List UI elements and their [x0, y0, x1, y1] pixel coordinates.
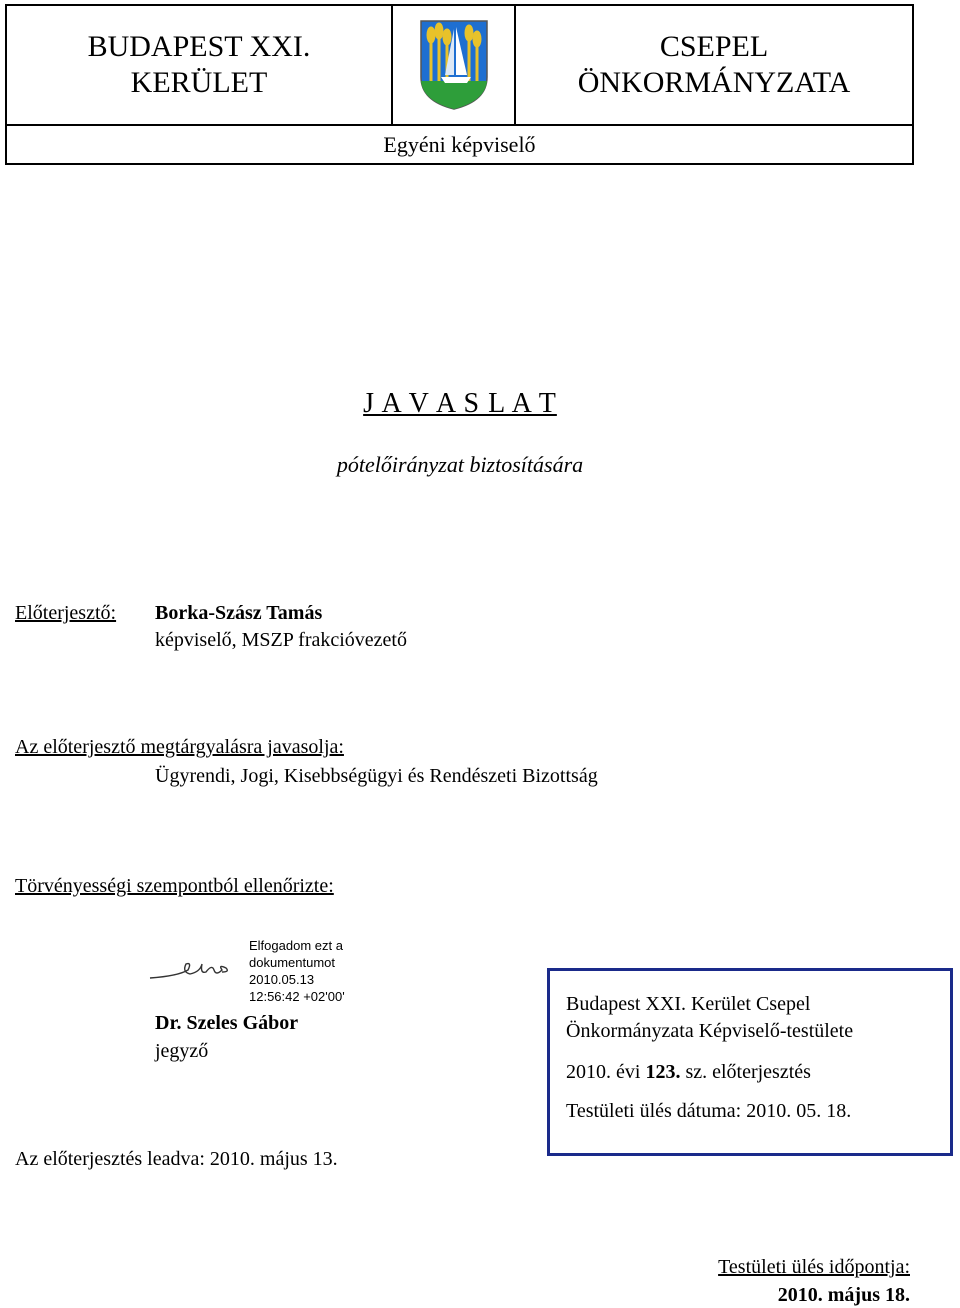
municipality-line-1: CSEPEL — [659, 30, 769, 63]
registration-box — [547, 968, 953, 1156]
signature-line-3: 2010.05.13 — [249, 972, 315, 987]
document-subject: pótelőirányzat biztosítására — [336, 452, 584, 477]
header-subtitle: Egyéni képviselő — [383, 131, 536, 157]
signature-line-4: 12:56:42 +02'00' — [249, 989, 345, 1004]
committee-label: Az előterjesztő megtárgyalásra javasolja: — [15, 736, 344, 758]
coat-of-arms-icon — [419, 19, 489, 111]
meeting-label: Testületi ülés időpontja: — [718, 1256, 910, 1278]
box-line-3 — [566, 1061, 811, 1084]
signature-line-1: Elfogadom ezt a — [249, 938, 343, 953]
signature-line-2: dokumentumot — [249, 955, 335, 970]
header-table — [5, 4, 914, 165]
signature-image — [148, 950, 238, 986]
box-line-3-suffix: sz. előterjesztés — [680, 1061, 811, 1083]
committee-value: Ügyrendi, Jogi, Kisebbségügyi és Rendészeti Bizottság — [155, 765, 598, 787]
box-line-4: Testületi ülés dátuma: 2010. 05. 18. — [566, 1100, 852, 1122]
legality-label: Törvényességi szempontból ellenőrizte: — [15, 875, 334, 897]
presenter-name: Borka-Szász Tamás — [155, 602, 323, 624]
municipality-name — [516, 6, 912, 124]
document-title: J A V A S L A T — [363, 388, 557, 419]
digital-signature-note — [249, 937, 345, 1005]
proposal-number: 123. — [645, 1061, 681, 1083]
district-name — [7, 6, 393, 124]
district-line-2: KERÜLET — [130, 66, 268, 99]
presenter-role: képviselő, MSZP frakcióvezető — [155, 629, 407, 651]
notary-name: Dr. Szeles Gábor — [155, 1012, 299, 1034]
box-line-3-prefix: 2010. évi — [566, 1061, 646, 1083]
municipality-line-2: ÖNKORMÁNYZATA — [577, 66, 851, 99]
district-line-1: BUDAPEST XXI. — [87, 30, 311, 63]
submission-date: Az előterjesztés leadva: 2010. május 13. — [15, 1148, 338, 1170]
notary-role: jegyző — [155, 1040, 209, 1062]
crest-cell — [393, 6, 516, 124]
box-line-2: Önkormányzata Képviselő-testülete — [566, 1020, 854, 1042]
meeting-date: 2010. május 18. — [777, 1284, 910, 1306]
presenter-label: Előterjesztő: — [15, 602, 117, 624]
box-line-1: Budapest XXI. Kerület Csepel — [566, 993, 811, 1015]
header-top-row — [7, 6, 912, 126]
